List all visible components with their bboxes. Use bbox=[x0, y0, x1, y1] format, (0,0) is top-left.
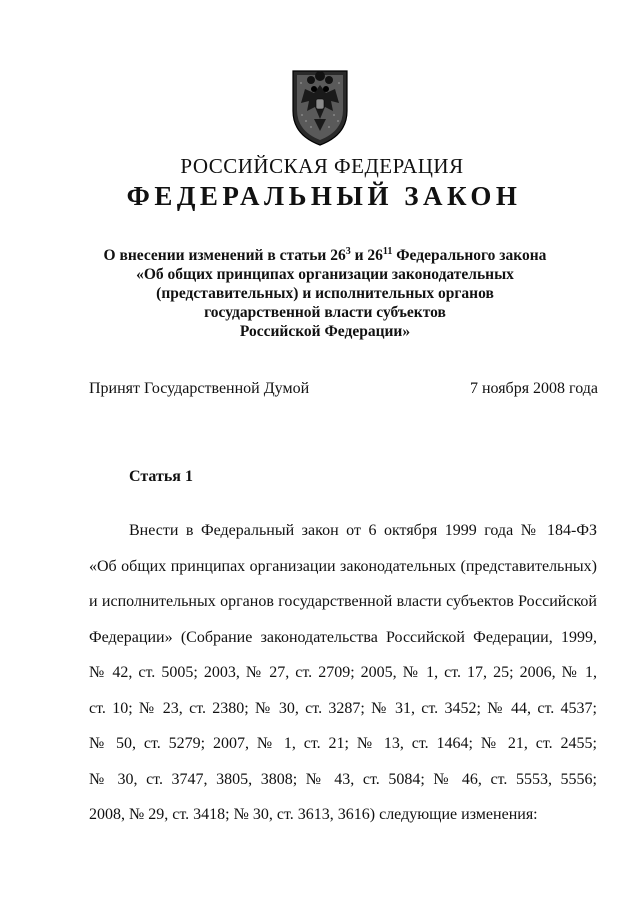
law-title-line-5: Российской Федерации» bbox=[239, 323, 411, 340]
law-title-line-4: государственной власти субъектов bbox=[204, 304, 446, 321]
article-body bbox=[89, 513, 597, 833]
article-heading: Статья 1 bbox=[129, 468, 193, 485]
adoption-date: 7 ноября 2008 года bbox=[469, 380, 598, 397]
coat-of-arms-icon bbox=[287, 63, 353, 147]
adopted-by: Принят Государственной Думой bbox=[89, 380, 310, 397]
article-line: «Об общих принципах организации законодательных (представительных) bbox=[89, 557, 597, 575]
article-line: № 30, ст. 3747, 3805, 3808; № 43, ст. 5084; № 46, ст. 5553, 5556; bbox=[89, 770, 597, 788]
law-title-line-3: (представительных) и исполнительных органов bbox=[156, 285, 494, 302]
country-name: РОССИЙСКАЯ ФЕДЕРАЦИЯ bbox=[180, 154, 464, 178]
article-line: 2008, № 29, ст. 3418; № 30, ст. 3613, 3616) следующие изменения: bbox=[89, 806, 538, 823]
article-line: Федерации» (Собрание законодательства Российской Федерации, 1999, bbox=[89, 628, 597, 646]
document-type: ФЕДЕРАЛЬНЫЙ ЗАКОН bbox=[126, 181, 522, 211]
law-title bbox=[80, 246, 570, 341]
law-title-line-2: «Об общих принципах организации законодательных bbox=[136, 266, 514, 283]
article-line: № 50, ст. 5279; 2007, № 1, ст. 21; № 13, ст. 1464; № 21, ст. 2455; bbox=[89, 735, 597, 752]
article-line: Внести в Федеральный закон от 6 октября 1999 года № 184-ФЗ bbox=[129, 522, 597, 539]
article-line: и исполнительных органов государственной власти субъектов Российской bbox=[89, 593, 597, 610]
law-title-line-1: О внесении изменений в статьи $26^3$ и $26^{11}$ Федерального закона bbox=[103, 246, 547, 264]
article-line: ст. 10; № 23, ст. 2380; № 30, ст. 3287; № 31, ст. 3452; № 44, ст. 4537; bbox=[89, 699, 597, 717]
article-line: № 42, ст. 5005; 2003, № 27, ст. 2709; 2005, № 1, ст. 17, 25; 2006, № 1, bbox=[89, 664, 597, 681]
